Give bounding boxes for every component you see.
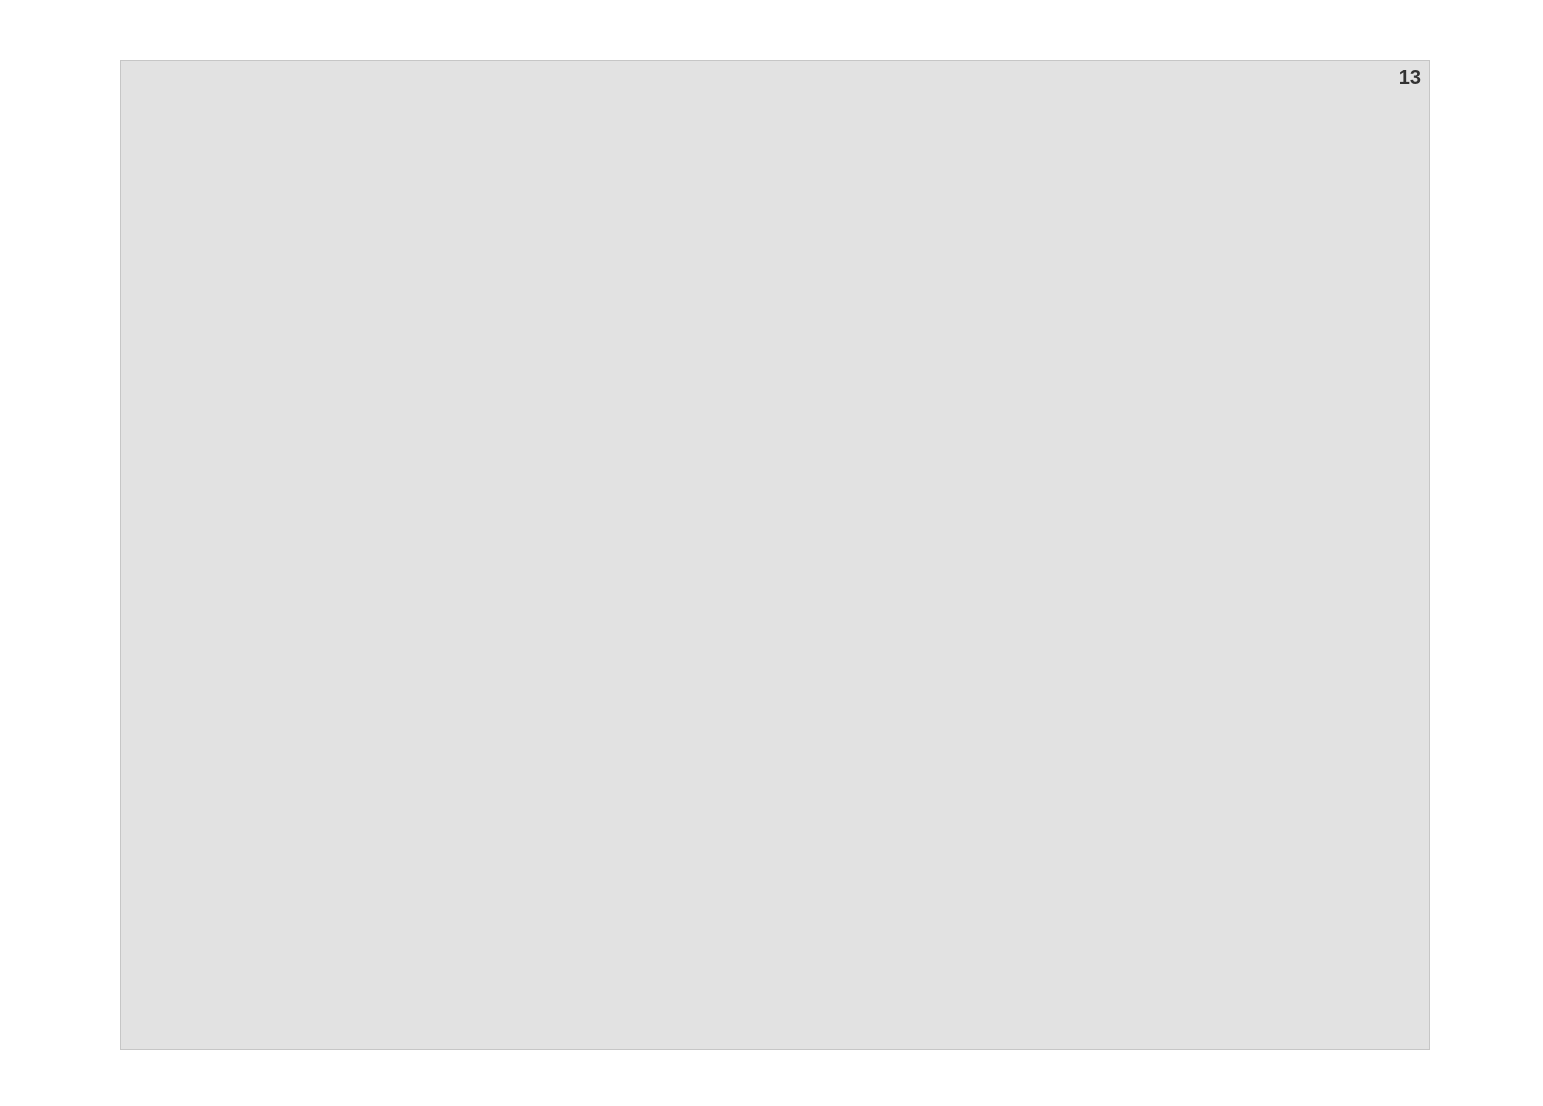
score-image: [120, 60, 1430, 1050]
page-number: 13: [1398, 67, 1421, 89]
